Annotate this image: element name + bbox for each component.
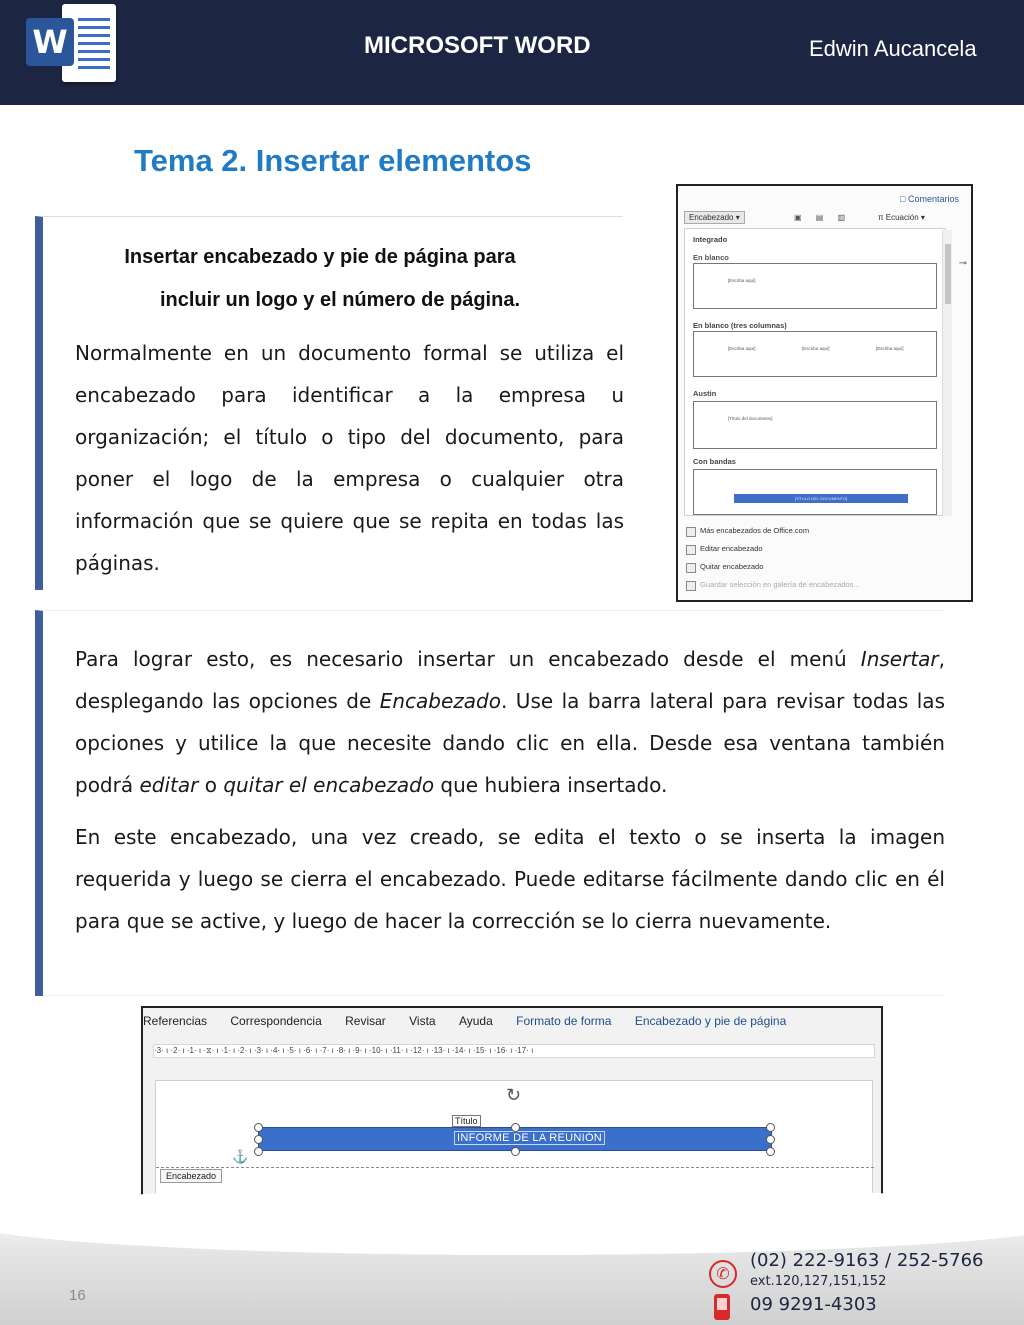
section-2-divider [43,995,945,996]
gallery-card-blank: [Escriba aquí] [693,263,937,309]
menu-more-headers: Más encabezados de Office.com [684,522,965,540]
pin-icon: ⊸ [958,258,967,269]
tab-referencias: Referencias [143,1014,208,1028]
gallery-card-three-columns: [Escriba aquí] [Escriba aquí] [Escriba aquí] [693,331,937,377]
gallery-section-austin: Austin [693,389,717,398]
header-gallery-screenshot [676,184,973,602]
ribbon-tabs [143,1014,806,1040]
rotate-handle-icon: ↻ [506,1085,522,1105]
gallery-scrollbar [942,230,952,516]
tab-formato-de-forma: Formato de forma [516,1014,612,1028]
header-author: Edwin Aucancela [809,36,977,61]
word-logo-icon [24,4,116,82]
footer-wave [0,1185,1024,1255]
anchor-icon: ⚓ [232,1149,249,1164]
subheading-line-2: incluir un logo y el número de página. [159,289,521,311]
menu-save-selection: Guardar selección en galería de encabezados... [684,576,965,594]
gallery-panel [684,228,946,516]
page-number: 16 [69,1287,86,1304]
section-2-paragraph-2: En este encabezado, una vez creado, se edita el texto o se inserta la imagen requerida y luego se cierra el encabezado. Puede editarse fácilmente dando clic en él para que se active, y luego de hacer la corrección se lo cierra nuevamente. [75,825,945,933]
header-band [0,0,1024,105]
tab-vista: Vista [409,1014,436,1028]
mobile-icon [714,1294,730,1320]
header-dropdown: Encabezado ▾ [684,211,745,224]
contact-mobile: 09 9291-4303 [750,1294,877,1315]
contact-extensions: ext.120,127,151,152 [750,1274,887,1289]
gallery-menu [684,522,965,594]
gallery-card-bands: [TÍTULO DEL DOCUMENTO] [693,469,937,515]
shape-handle-icon [766,1135,775,1144]
shape-tag: Título [452,1115,481,1127]
shape-handle-icon [511,1147,520,1156]
word-letter: W [26,18,74,66]
tab-ayuda: Ayuda [458,1014,493,1028]
document-page [155,1080,873,1202]
tab-encabezado-pie: Encabezado y pie de página [634,1014,787,1028]
subheading-line-1: Insertar encabezado y pie de página para [124,246,516,268]
phone-icon: ✆ [709,1260,737,1288]
equation-button: π Ecuación ▾ [878,213,925,222]
gallery-section-three-columns: En blanco (tres columnas) [693,321,787,330]
shape-handle-icon [254,1147,263,1156]
gallery-section-bands: Con bandas [693,457,736,466]
ribbon-icons: ▣ ▤ ▥ [794,213,852,222]
shape-handle-icon [254,1123,263,1132]
gallery-section-blank: En blanco [693,253,729,262]
header-tag: Encabezado [160,1169,222,1183]
header-boundary [156,1167,874,1168]
tab-correspondencia: Correspondencia [230,1014,322,1028]
contact-phone: (02) 222-9163 / 252-5766 [750,1250,984,1271]
shape-handle-icon [254,1135,263,1144]
gallery-card-austin: [Título del documento] [693,401,937,449]
shape-handle-icon [766,1147,775,1156]
shape-handle-icon [766,1123,775,1132]
ruler: ·3· ı ·2· ı ·1· ı ·⧖· ı ·1· ı ·2· ı ·3· ı ·4· ı ·5· ı ·6· ı ·7· ı ·8· ı ·9· ı ·10· ı ·11· ı ·12· ı ·13· ı ·14· ı ·15· ı ·16· ı ·17· ı [153,1044,875,1058]
header-edit-screenshot [141,1006,883,1202]
gallery-group-title: Integrado [693,235,728,244]
section-1-paragraph: Normalmente en un documento formal se utiliza el encabezado para identificar a la empresa u organización; el título o tipo del documento, para poner el logo de la empresa o cualquier otra información que se quiere que se repita en todas las páginas. [75,341,624,575]
menu-remove-header: Quitar encabezado [684,558,965,576]
header-title: MICROSOFT WORD [364,32,591,59]
tab-revisar: Revisar [345,1014,386,1028]
ribbon-toolbar [682,210,967,226]
menu-edit-header: Editar encabezado [684,540,965,558]
section-2-paragraph-1: Para lograr esto, es necesario insertar un encabezado desde el menú Insertar, desplegando las opciones de Encabezado. Use la barra lateral para revisar todas las opciones y utilice la que necesite dando clic en ella. Desde esa ventana también podrá editar o quitar el encabezado que hubiera insertado. [75,647,945,797]
page-title: Tema 2. Insertar elementos [134,143,532,178]
shape-handle-icon [511,1123,520,1132]
title-shape-text: INFORME DE LA REUNIÓN [454,1131,605,1145]
comments-button: □ Comentarios [900,194,959,204]
